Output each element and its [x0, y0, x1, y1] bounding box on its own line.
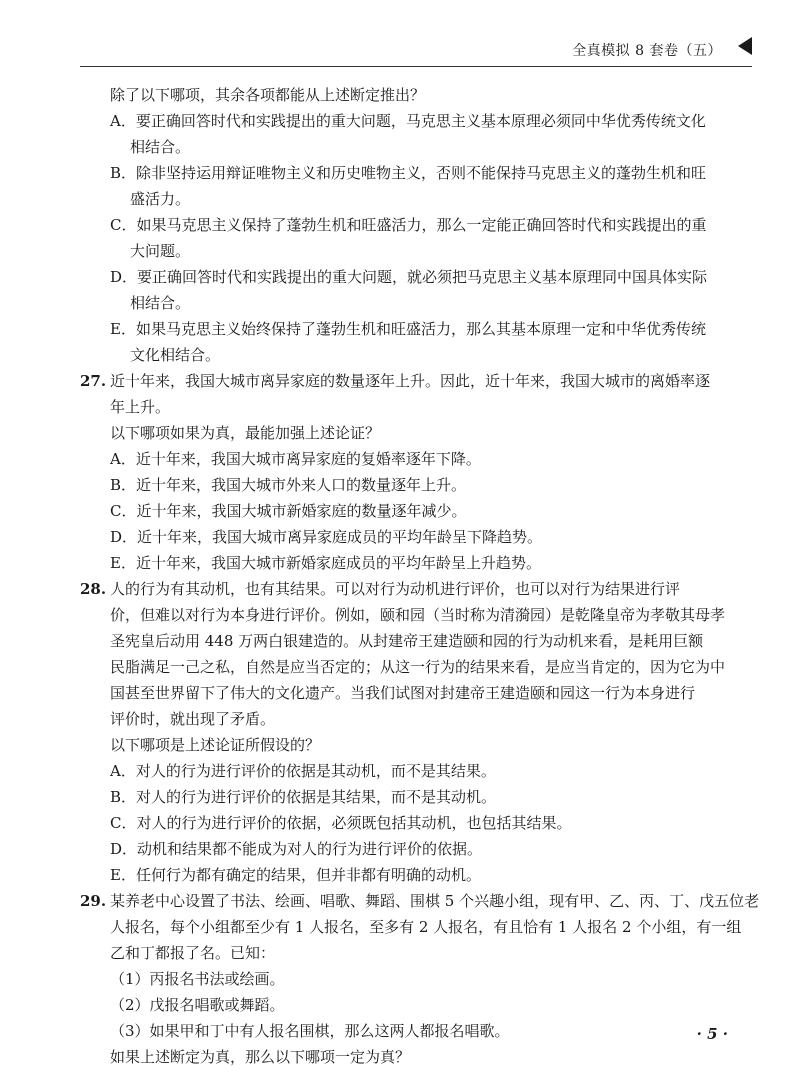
option-c: C．如果马克思主义保持了蓬勃生机和旺盛活力，那么一定能正确回答时代和实践提出的重 大问题。 — [110, 216, 707, 260]
condition-3: （3）如果甲和丁中有人报名围棋，那么这两人都报名唱歌。 — [110, 1022, 510, 1040]
question-text: 评价时，就出现了矛盾。 — [110, 710, 276, 728]
option-e: E．任何行为都有确定的结果，但并非都有明确的动机。 — [110, 866, 481, 884]
question-26-tail — [80, 82, 750, 368]
question-text: 近十年来，我国大城市离异家庭的数量逐年上升。因此，近十年来，我国大城市的离婚率逐 — [110, 372, 711, 390]
option-d: D．动机和结果都不能成为对人的行为进行评价的依据。 — [110, 840, 483, 858]
question-27 — [80, 368, 750, 576]
option-e: E．近十年来，我国大城市新婚家庭成员的平均年龄呈上升趋势。 — [110, 554, 541, 572]
option-d: D．要正确回答时代和实践提出的重大问题，就必须把马克思主义基本原理同中国具体实际 相结合。 — [110, 268, 708, 312]
question-stem: 除了以下哪项，其余各项都能从上述断定推出？ — [110, 86, 426, 104]
question-text: 乙和丁都报了名。已知： — [110, 944, 276, 962]
option-b: B．除非坚持运用辩证唯物主义和历史唯物主义，否则不能保持马克思主义的蓬勃生机和旺 盛活力。 — [110, 164, 707, 208]
book-title: 全真模拟 8 套卷（五） — [572, 43, 722, 59]
question-text: 价，但难以对行为本身进行评价。例如，颐和园（当时称为清漪园）是乾隆皇帝为孝敬其母孝 — [110, 606, 726, 624]
question-text: 国甚至世界留下了伟大的文化遗产。当我们试图对封建帝王建造颐和园这一行为本身进行 — [110, 684, 696, 702]
option-b: B．对人的行为进行评价的依据是其结果，而不是其动机。 — [110, 788, 497, 806]
question-stem: 以下哪项是上述论证所假设的？ — [110, 736, 321, 754]
condition-1: （1）丙报名书法或绘画。 — [110, 970, 285, 988]
option-a: A．对人的行为进行评价的依据是其动机，而不是其结果。 — [110, 762, 496, 780]
question-text: 人报名，每个小组都至少有 1 人报名，至多有 2 人报名，有且恰有 1 人报名 2 个小组，有一组 — [110, 918, 742, 936]
option-c: C．对人的行为进行评价的依据，必须既包括其动机，也包括其结果。 — [110, 814, 572, 832]
condition-2: （2）戊报名唱歌或舞蹈。 — [110, 996, 285, 1014]
question-28 — [80, 576, 750, 888]
option-e: E．如果马克思主义始终保持了蓬勃生机和旺盛活力，那么其基本原理一定和中华优秀传统 文化相结合。 — [110, 320, 706, 364]
option-a: A．近十年来，我国大城市离异家庭的复婚率逐年下降。 — [110, 450, 481, 468]
question-29 — [80, 888, 760, 1070]
page-number: · 5 · — [696, 1025, 728, 1043]
triangle-marker-icon — [738, 37, 752, 55]
question-text: 人的行为有其动机，也有其结果。可以对行为动机进行评价，也可以对行为结果进行评 — [110, 580, 681, 598]
page-header — [0, 0, 800, 72]
question-text: 年上升。 — [110, 398, 171, 416]
option-b: B．近十年来，我国大城市外来人口的数量逐年上升。 — [110, 476, 467, 494]
page-body — [80, 82, 760, 1070]
question-number: 29. — [80, 892, 107, 910]
question-text: 民脂满足一己之私，自然是应当否定的；从这一行为的结果来看，是应当肯定的，因为它为中 — [110, 658, 726, 676]
question-stem: 以下哪项如果为真，最能加强上述论证？ — [110, 424, 381, 442]
option-c: C．近十年来，我国大城市新婚家庭的数量逐年减少。 — [110, 502, 467, 520]
question-text: 某养老中心设置了书法、绘画、唱歌、舞蹈、围棋 5 个兴趣小组，现有甲、乙、丙、丁、戊五位老 — [110, 892, 760, 910]
question-number: 27. — [80, 372, 107, 390]
header-divider — [80, 66, 752, 67]
option-d: D．近十年来，我国大城市离异家庭成员的平均年龄呈下降趋势。 — [110, 528, 543, 546]
question-stem: 如果上述断定为真，那么以下哪项一定为真？ — [110, 1048, 411, 1066]
question-number: 28. — [80, 580, 107, 598]
option-a: A．要正确回答时代和实践提出的重大问题，马克思主义基本原理必须同中华优秀传统文化 相结合。 — [110, 112, 706, 156]
question-text: 圣宪皇后动用 448 万两白银建造的。从封建帝王建造颐和园的行为动机来看，是耗用巨额 — [110, 632, 704, 650]
